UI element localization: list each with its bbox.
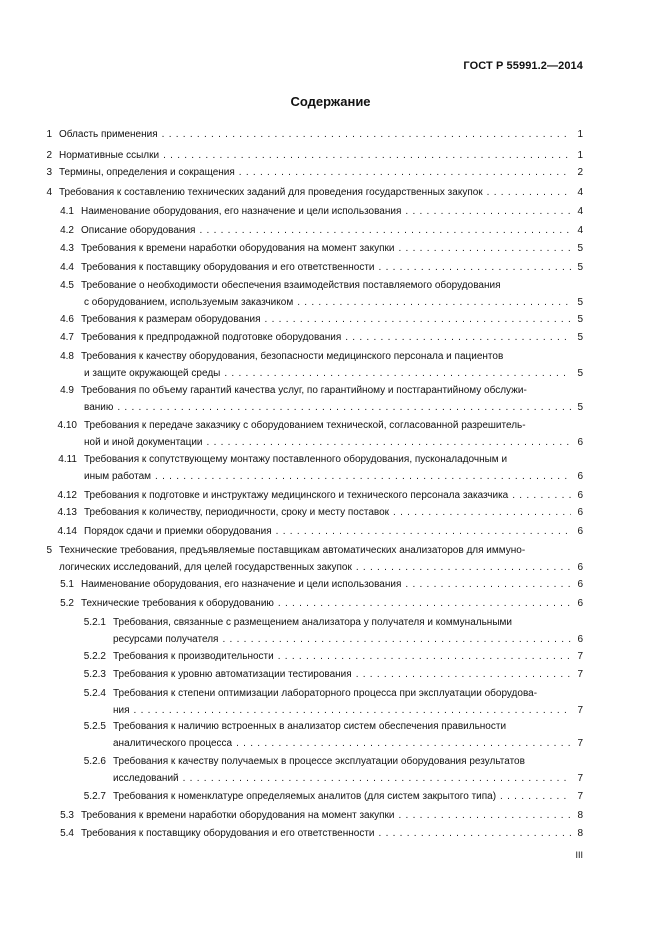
toc-entry-number: 5.2.4	[83, 688, 106, 699]
toc-entry-number: 4.3	[60, 243, 74, 254]
toc-entry-number: 4.13	[57, 507, 77, 518]
toc-entry-title: исследований	[113, 773, 179, 784]
toc-entry-page: 7	[577, 773, 583, 784]
toc-entry-title: Требования к предпродажной подготовке оборудования	[81, 332, 342, 343]
toc-entry-title: Наименование оборудования, его назначение и цели использования	[81, 579, 402, 590]
dot-leader	[393, 506, 571, 520]
toc-entry-number: 3	[46, 167, 52, 178]
dot-leader	[500, 790, 571, 804]
toc-entry-title: Наименование оборудования, его назначение и цели использования	[81, 206, 402, 217]
toc-entry-number: 4.14	[57, 526, 77, 537]
toc-entry-number: 5.2.5	[83, 721, 106, 732]
toc-entry-number: 4.8	[60, 351, 74, 362]
dot-leader	[379, 827, 571, 841]
toc-entry-page: 2	[577, 167, 583, 178]
toc-entry-page: 5	[577, 243, 583, 254]
toc-entry-title: Требования к сопутствующему монтажу поставленного оборудования, пусконаладочным и	[84, 454, 508, 465]
dot-leader	[356, 561, 571, 575]
toc-entry-title: Требования по объему гарантий качества услуг, по гарантийному и постгарантийному обслужи-	[81, 385, 527, 396]
toc-entry-number: 4.6	[60, 314, 74, 325]
toc-entry-number: 5.2	[60, 598, 74, 609]
toc-entry-title: Требования к количеству, периодичности, сроку и месту поставок	[84, 507, 390, 518]
toc-entry-page: 5	[577, 262, 583, 273]
page-title: Содержание	[290, 94, 371, 109]
dot-leader	[297, 296, 571, 310]
toc-entry-title: Требования к качеству получаемых в процессе эксплуатации оборудования результатов	[113, 756, 525, 767]
toc-entry-number: 1	[46, 129, 52, 140]
dot-leader	[222, 633, 571, 647]
dot-leader	[398, 809, 571, 823]
dot-leader	[117, 401, 571, 415]
toc-entry-title: Требования к передаче заказчику с оборудованием технической, согласованной разрешитель-	[84, 420, 526, 431]
dot-leader	[512, 489, 571, 503]
dot-leader	[224, 367, 571, 381]
toc-entry-number: 4.9	[60, 385, 74, 396]
toc-entry-page: 5	[577, 314, 583, 325]
dot-leader	[487, 186, 571, 200]
toc-entry-page: 6	[577, 634, 583, 645]
toc-entry-title: Требования к номенклатуре определяемых аналитов (для систем закрытого типа)	[113, 791, 497, 802]
toc-entry-page: 6	[577, 471, 583, 482]
toc-entry-number: 2	[46, 150, 52, 161]
page-number-footer: III	[575, 850, 583, 860]
dot-leader	[236, 737, 571, 751]
toc-entry-page: 7	[577, 791, 583, 802]
toc-entry-page: 8	[577, 828, 583, 839]
dot-leader	[276, 525, 571, 539]
toc-entry-title: с оборудованием, используемым заказчиком	[84, 297, 294, 308]
toc-entry-page: 6	[577, 490, 583, 501]
toc-entry-page: 4	[577, 187, 583, 198]
toc-entry-title: Требования к наличию встроенных в анализатор систем обеспечения правильности	[113, 721, 507, 732]
toc-entry-title: ной и иной документации	[84, 437, 203, 448]
toc-entry-title: Требования к качеству оборудования, безопасности медицинского персонала и пациентов	[81, 351, 504, 362]
toc-entry-page: 1	[577, 129, 583, 140]
toc-entry-title: Требования к времени наработки оборудования на момент закупки	[81, 243, 395, 254]
toc-entry-title: Требования к размерам оборудования	[81, 314, 261, 325]
document-header: ГОСТ Р 55991.2—2014	[463, 60, 583, 72]
dot-leader	[207, 436, 571, 450]
toc-entry-page: 5	[577, 368, 583, 379]
toc-entry-page: 7	[577, 705, 583, 716]
toc-entry-title: ресурсами получателя	[113, 634, 219, 645]
toc-entry-title: Область применения	[59, 129, 158, 140]
toc-entry-title: Требование о необходимости обеспечения взаимодействия поставляемого оборудования	[81, 280, 501, 291]
toc-entry-title: Требования к подготовке и инструктажу медицинского и технического персонала заказчика	[84, 490, 509, 501]
toc-entry-page: 7	[577, 669, 583, 680]
toc-entry-title: Описание оборудования	[81, 225, 196, 236]
toc-entry-title: Технические требования, предъявляемые поставщикам автоматических анализаторов для иммуно-	[59, 545, 526, 556]
toc-entry-number: 5.1	[60, 579, 74, 590]
dot-leader	[405, 578, 571, 592]
toc-entry-title: Термины, определения и сокращения	[59, 167, 235, 178]
toc-entry-page: 5	[577, 402, 583, 413]
toc-entry-page: 7	[577, 651, 583, 662]
toc-entry-title: логических исследований, для целей государственных закупок	[59, 562, 352, 573]
toc-entry-title: Требования, связанные с размещением анализатора у получателя и коммунальными	[113, 617, 512, 628]
toc-entry-page: 6	[577, 579, 583, 590]
toc-entry-number: 4.7	[60, 332, 74, 343]
toc-entry-title: Нормативные ссылки	[59, 150, 160, 161]
toc-entry-title: и защите окружающей среды	[84, 368, 221, 379]
toc-entry-number: 5.2.1	[83, 617, 106, 628]
toc-entry-number: 4.12	[57, 490, 77, 501]
toc-entry-title: Требования к поставщику оборудования и его ответственности	[81, 262, 375, 273]
toc-entry-title: Требования к поставщику оборудования и его ответственности	[81, 828, 375, 839]
toc-entry-page: 6	[577, 598, 583, 609]
toc-entry-title: Требования к составлению технических заданий для проведения государственных закупок	[59, 187, 483, 198]
dot-leader	[199, 224, 571, 238]
toc-entry-page: 1	[577, 150, 583, 161]
toc-entry-title: Порядок сдачи и приемки оборудования	[84, 526, 272, 537]
toc-entry-number: 4.2	[60, 225, 74, 236]
toc-entry-title: Требования к времени наработки оборудования на момент закупки	[81, 810, 395, 821]
dot-leader	[183, 772, 571, 786]
toc-entry-page: 7	[577, 738, 583, 749]
dot-leader	[163, 149, 571, 163]
dot-leader	[239, 166, 571, 180]
toc-entry-page: 8	[577, 810, 583, 821]
dot-leader	[134, 704, 571, 718]
dot-leader	[356, 668, 571, 682]
toc-entry-page: 6	[577, 437, 583, 448]
toc-entry-number: 5.2.7	[83, 791, 106, 802]
toc-entry-number: 4.4	[60, 262, 74, 273]
toc-entry-number: 4.1	[60, 206, 74, 217]
toc-entry-number: 4	[46, 187, 52, 198]
toc-entry-title: аналитического процесса	[113, 738, 233, 749]
toc-entry-number: 5.2.2	[83, 651, 106, 662]
toc-entry-number: 4.11	[58, 454, 77, 465]
toc-entry-page: 6	[577, 507, 583, 518]
toc-entry-page: 6	[577, 526, 583, 537]
toc-entry-title: ванию	[84, 402, 114, 413]
toc-entry-number: 5.4	[60, 828, 74, 839]
toc-entry-number: 4.5	[60, 280, 74, 291]
toc-entry-number: 5.3	[60, 810, 74, 821]
toc-entry-title: иным работам	[84, 471, 152, 482]
dot-leader	[278, 650, 571, 664]
toc-entry-page: 4	[577, 225, 583, 236]
toc-entry-number: 5.2.6	[83, 756, 106, 767]
dot-leader	[155, 470, 571, 484]
toc-entry-title: ния	[113, 705, 130, 716]
toc-entry-page: 5	[577, 332, 583, 343]
dot-leader	[345, 331, 571, 345]
toc-entry-title: Требования к степени оптимизации лабораторного процесса при эксплуатации оборудова-	[113, 688, 538, 699]
dot-leader	[162, 128, 571, 142]
toc-entry-title: Технические требования к оборудованию	[81, 598, 274, 609]
toc-entry-page: 5	[577, 297, 583, 308]
toc-entry-page: 4	[577, 206, 583, 217]
toc-entry-title: Требования к уровню автоматизации тестирования	[113, 669, 352, 680]
dot-leader	[398, 242, 571, 256]
dot-leader	[278, 597, 571, 611]
dot-leader	[265, 313, 571, 327]
toc-entry-number: 5	[46, 545, 52, 556]
toc-entry-number: 5.2.3	[83, 669, 106, 680]
toc-entry-page: 6	[577, 562, 583, 573]
dot-leader	[379, 261, 571, 275]
toc-entry-number: 4.10	[57, 420, 77, 431]
dot-leader	[405, 205, 571, 219]
toc-entry-title: Требования к производительности	[113, 651, 274, 662]
